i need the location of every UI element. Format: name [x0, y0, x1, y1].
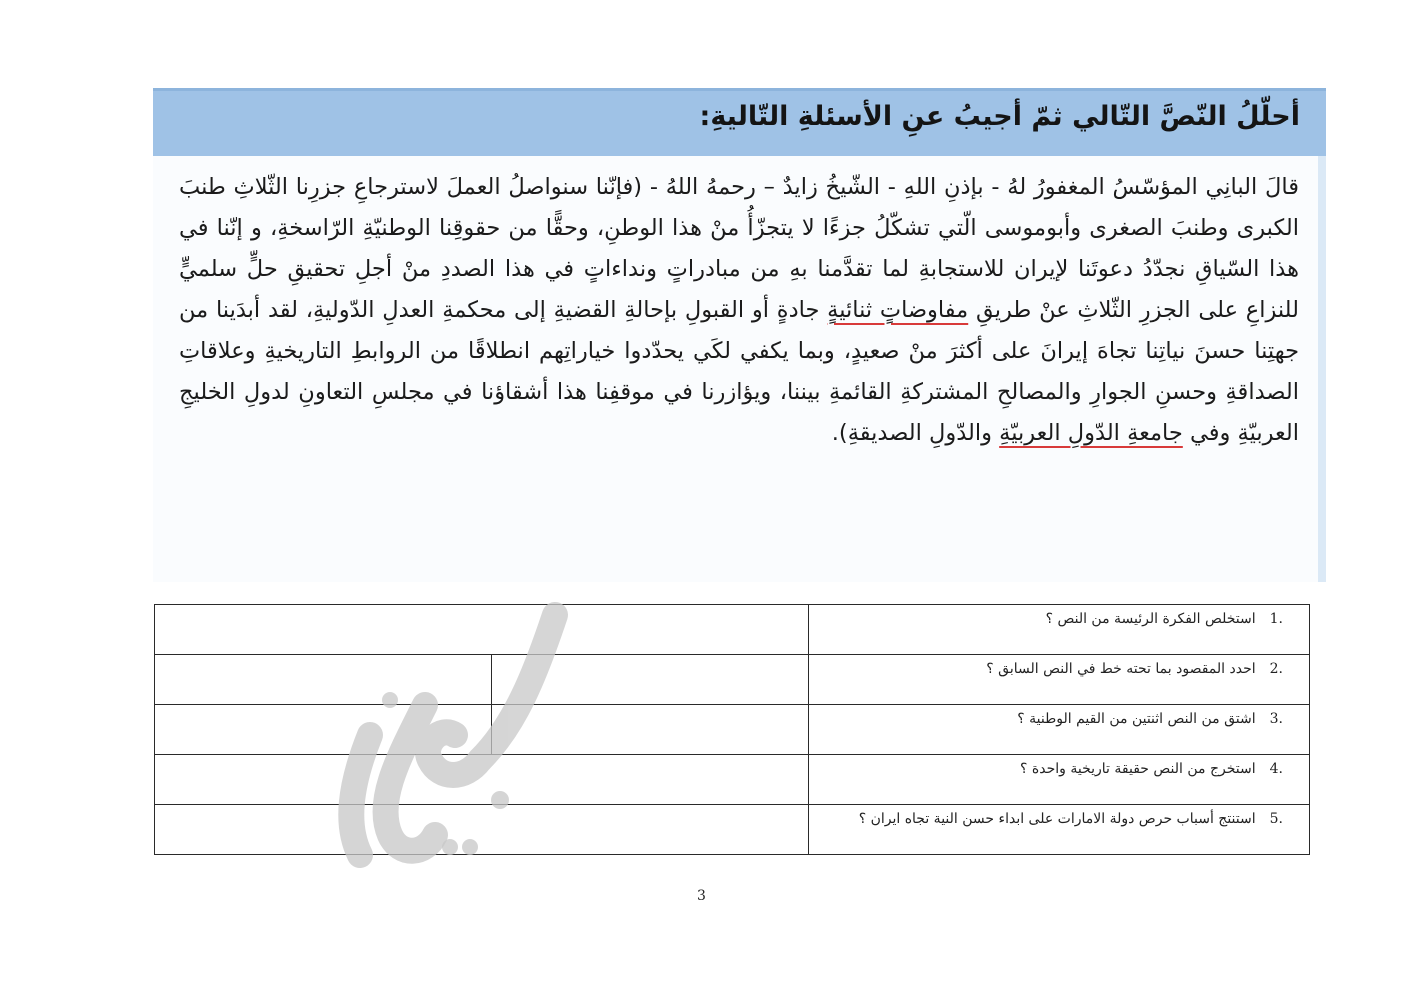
question-cell: [809, 655, 1310, 705]
question-cell: [809, 605, 1310, 655]
passage-text: [179, 167, 1299, 454]
question-row-2: [155, 655, 1310, 705]
question-number: .3: [1269, 711, 1283, 727]
question-text: استخرج من النص حقيقة تاريخية واحدة ؟: [1020, 761, 1256, 777]
question-row-1: [155, 605, 1310, 655]
answer-cell[interactable]: [492, 705, 809, 755]
question-cell: [809, 705, 1310, 755]
panel-title: أحلّلُ النّصَّ التّالي ثمّ أجيبُ عنِ الأسئلةِ التّاليةِ:: [699, 101, 1300, 132]
question-cell: [809, 805, 1310, 855]
answer-cell[interactable]: [155, 755, 809, 805]
page-number: 3: [697, 888, 706, 904]
answer-cell[interactable]: [155, 705, 492, 755]
answer-cell[interactable]: [492, 655, 809, 705]
passage-part-2: جادةٍ أو القبولِ بإحالةِ القضيةِ إلى محكمةِ العدلِ الدّوليةِ، لقد أبدَينا من جهتِنا حسنَ نياتِنا تجاهَ إيرانَ على أكثرَ منْ صعيدٍ، وبما يكفي لكَي يحدّدوا خياراتِهم انطلاقًا من الروابطِ التاريخيةِ وعلاقاتِ الصداقةِ وحسنِ الجوارِ والمصالحِ المشتركةِ القائمةِ بيننا، ويؤازرنا في موقفِنا هذا أشقاؤنا في مجلسِ التعاونِ لدولِ الخليجِ العربيّةِ وفي: [179, 297, 1299, 446]
questions-table: [154, 604, 1310, 855]
answer-cell[interactable]: [155, 655, 492, 705]
question-text: استنتج أسباب حرص دولة الامارات على ابداء حسن النية تجاه ايران ؟: [858, 811, 1256, 827]
question-number: .4: [1269, 761, 1283, 777]
underlined-phrase-1: مفاوضاتٍ ثنائيةٍ: [827, 297, 969, 323]
answer-cell[interactable]: [155, 805, 809, 855]
question-number: .2: [1269, 661, 1283, 677]
question-text: استخلص الفكرة الرئيسة من النص ؟: [1045, 611, 1256, 627]
question-number: .1: [1269, 611, 1283, 627]
answer-cell[interactable]: [155, 605, 809, 655]
question-row-4: [155, 755, 1310, 805]
question-text: اشتق من النص اثنتين من القيم الوطنية ؟: [1017, 711, 1256, 727]
text-panel: [153, 88, 1326, 582]
passage-part-3: والدّولِ الصديقةِ).: [831, 420, 1000, 446]
question-text: احدد المقصود بما تحته خط في النص السابق ؟: [986, 661, 1256, 677]
question-row-5: [155, 805, 1310, 855]
passage-part-1: قالَ البانِي المؤسّسُ المغفورُ لهُ - بإذنِ اللهِ - الشّيخُ زايدٌ – رحمهُ اللهُ - (فإنّنا سنواصلُ العملَ لاسترجاعِ جزرِنا الثّلاثِ طنبَ الكبرى وطنبَ الصغرى وأبوموسى الّتي تشكّلُ جزءًا لا يتجزّأُ منْ هذا الوطنِ، وحقًّا من حقوقِنا الوطنيّةِ الرّاسخةِ، و إنّنا في هذا السّياقِ نجدّدُ دعوتَنا لإيران للاستجابةِ لما تقدَّمنا بهِ من مبادراتٍ ونداءاتٍ في هذا الصددِ منْ أجلِ تحقيقِ حلٍّ سلميٍّ للنزاعِ على الجزرِ الثّلاثِ عنْ طريقِ: [179, 174, 1299, 323]
underlined-phrase-2: جامعةِ الدّولِ العربيّةِ: [999, 420, 1183, 446]
question-number: .5: [1269, 811, 1283, 827]
panel-header: [153, 88, 1326, 156]
question-cell: [809, 755, 1310, 805]
question-row-3: [155, 705, 1310, 755]
panel-edge: [1318, 156, 1326, 582]
